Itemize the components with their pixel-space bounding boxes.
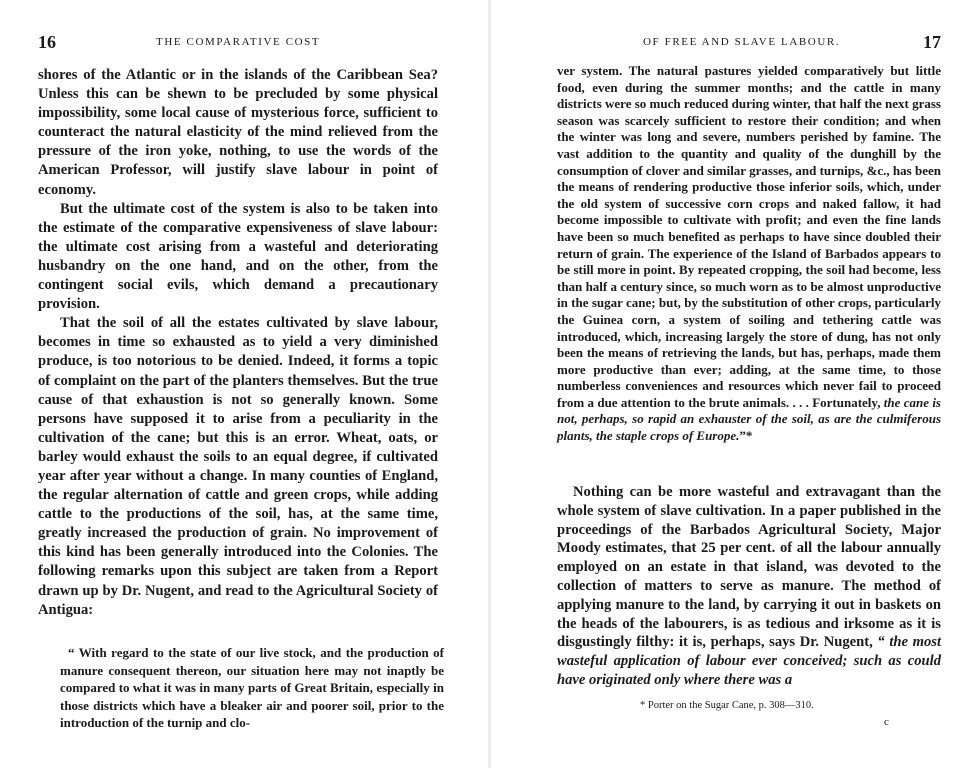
right-paragraph-text: Nothing can be more wasteful and extravagant than the whole system of slave cultivation. In a paper published in the proceedings of the Barbados Agricultural Society, Major Moody estimates, that 25 per cent. of all the labour annually employed on an estate in that island, was devoted to the collection of matters to serve as manure. The method of applying manure to the land, by carrying it out in baskets on the heads of the labourers, is as tedious and irksome as it is disgustingly filthy: it is, perhaps, says Dr. Nugent, — [557, 484, 941, 651]
right-page-number: 17 — [923, 32, 941, 52]
right-paragraph-italic: “ the most wasteful application of labour ever conceived; such as could have originated only where there was a — [557, 634, 942, 688]
footnote-marker: ”* — [739, 428, 753, 444]
right-quote-paragraph — [557, 63, 941, 445]
right-quote-text: ver system. The natural pastures yielded comparatively but little food, even during the summer months; and the cattle in many districts were so much reduced during winter, that half the next grass season was scarcely sufficient to restore their condition; and when the winter was long and severe, numbers perished by famine. The vast addition to the quantity and quality of the dunghill by the consumption of clover and similar grasses, and turnips, &c., has been the means of rendering productive those inferior soils, which, under the old system of successive corn crops and naked fallow, it had become impossible to cultivate with profit; and even the fine lands have been so much benefited as perhaps to have since doubled their return of grain. The experience of the Island of Barbados appears to be still more in point. By repeated cropping, the soil had become, less than half a century since, so much worn as to be almost unproductive in the sugar cane; but, by the substitution of other crops, particularly the Guinea corn, a system of soiling and tethering cattle was introduced, which, increasing largely the store of dung, has not only been the means of retrieving the lands, but has, perhaps, made them more productive than ever; adding, at the same time, to those numberless conveniences and resources which never fail to proceed from a due attention to the brute animals. . . . Fortunately, — [557, 63, 941, 410]
right-paragraph — [557, 483, 941, 690]
footnote: * Porter on the Sugar Cane, p. 308—310. — [640, 700, 814, 711]
left-paragraph-3: That the soil of all the estates cultivated by slave labour, becomes in time so exhausted as to yield a very diminished produce, is too notorious to be denied. Indeed, it forms a topic of complaint on the part of the planters themselves. But the true cause of that exhaustion is not so generally known. Some persons have supposed it to arise from a peculiarity in the cultivation of the cane; but this is an error. Wheat, oats, or barley would exhaust the soils to an equal degree, if cultivated year after year without a change. In many counties of England, the regular alternation of cattle and green crops, while adding cattle to the productions of the soil, has, at the same time, greatly increased the production of grain. No improvement of this kind has been generally introduced into the Colonies. The following remarks upon this subject are taken from a Report drawn up by Dr. Nugent, and read to the Agricultural Society of Antigua: — [38, 315, 438, 618]
left-paragraph-1: shores of the Atlantic or in the islands of the Caribbean Sea? Unless this can be shewn to be precluded by some physical impossibility, some local cause of mysterious force, sufficient to counteract the natural elasticity of the mind relieved from the pressure of the iron yoke, nothing, to use the words of the American Professor, will justify slave labour in point of economy. — [38, 67, 438, 198]
signature-mark: c — [884, 716, 889, 728]
left-running-head: THE COMPARATIVE COST — [156, 36, 321, 48]
left-block-quote — [60, 644, 444, 732]
right-block-quote — [557, 63, 941, 445]
right-body-text — [557, 483, 941, 690]
left-body-text — [38, 66, 438, 620]
left-page-number: 16 — [38, 32, 56, 52]
right-page — [490, 0, 980, 768]
left-quote-text: “ With regard to the state of our live stock, and the production of manure consequent thereon, our situation here may not inaptly be compared to what it was in many parts of Great Britain, especially in those districts which have a bleaker air and poorer soil, prior to the introduction of the turnip and clo- — [60, 645, 444, 730]
left-paragraph-2: But the ultimate cost of the system is also to be taken into the estimate of the comparative expensiveness of slave labour: the ultimate cost arising from a wasteful and deteriorating husbandry on the one hand, and on the other, from the contingent social evils, which demand a precautionary provision. — [38, 200, 438, 313]
right-running-head: OF FREE AND SLAVE LABOUR. — [643, 36, 841, 48]
right-quote-italic: the cane is not, perhaps, so rapid an exhauster of the soil, as are the culmiferous plants, the staple crops of Europe. — [557, 394, 941, 444]
